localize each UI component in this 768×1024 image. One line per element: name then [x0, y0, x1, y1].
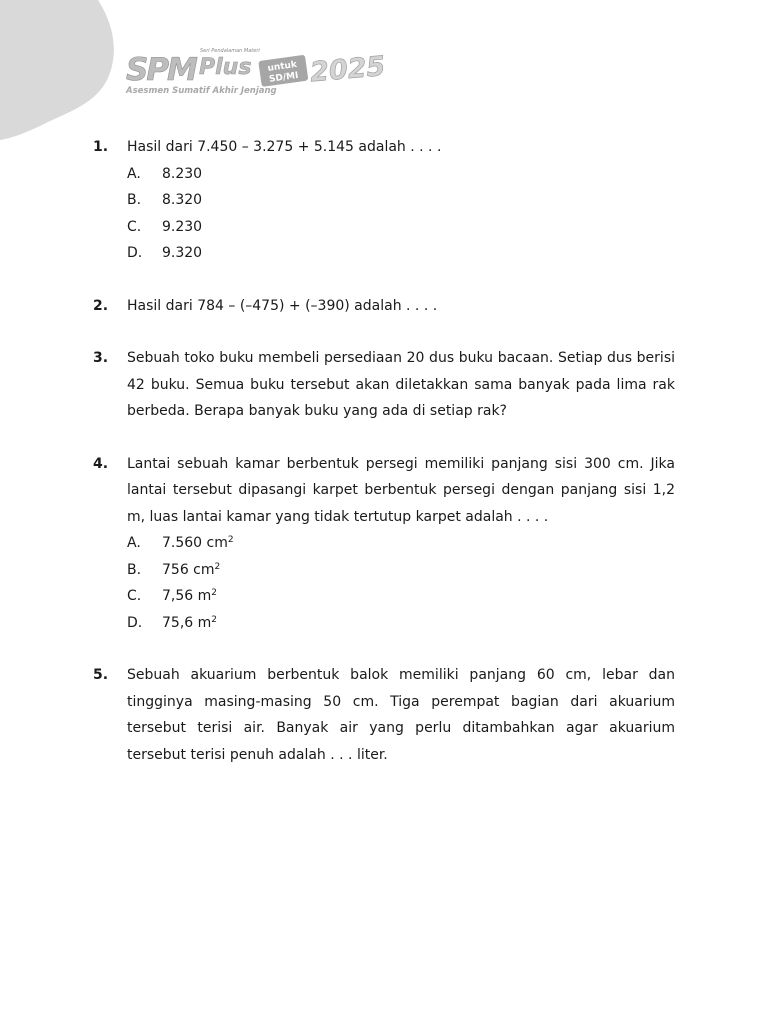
- option-d: [127, 610, 675, 637]
- question-2: [93, 293, 675, 320]
- logo-brand-text: SPM: [126, 52, 196, 88]
- question-list: [93, 134, 675, 794]
- option-text: [162, 530, 234, 557]
- option-letter: D.: [127, 614, 143, 631]
- option-letter: A.: [127, 165, 141, 182]
- logo-badge-line2: SD/MI: [268, 70, 300, 85]
- question-1: [93, 134, 675, 267]
- question-text: Sebuah akuarium berbentuk balok memiliki panjang 60 cm, lebar dan tingginya masing-masing 50 cm. Tiga perempat bagian dari akuarium tersebut terisi air. Banyak air yang perlu ditambahkan agar akuarium tersebut terisi penuh adalah . . . liter.: [127, 667, 675, 763]
- logo-plus-text: Plus: [199, 55, 252, 80]
- option-exponent: 2: [227, 535, 234, 545]
- corner-decoration: [0, 0, 120, 140]
- option-value: 7.560 cm: [162, 535, 228, 551]
- question-text: Lantai sebuah kamar berbentuk persegi memiliki panjang sisi 300 cm. Jika lantai tersebut dipasangi karpet berbentuk persegi dengan panjang sisi 1,2 m, luas lantai kamar yang tidak tertutup karpet adalah . . . .: [127, 455, 675, 525]
- option-letter: D.: [127, 245, 143, 261]
- option-text: 8.230: [162, 165, 203, 182]
- option-text: [162, 557, 220, 584]
- question-text: Sebuah toko buku membeli persediaan 20 dus buku bacaan. Setiap dus berisi 42 buku. Semua buku tersebut akan diletakkan sama banyak pada lima rak berbeda. Berapa banyak buku yang ada di setiap rak?: [127, 350, 675, 419]
- option-letter: A.: [127, 535, 141, 551]
- option-list: [127, 530, 675, 636]
- option-letter: B.: [127, 561, 142, 578]
- question-number: 3.: [93, 350, 109, 366]
- option-d: [127, 240, 675, 267]
- option-exponent: 2: [211, 588, 217, 598]
- option-value: 756 cm: [162, 561, 215, 578]
- question-number: 1.: [93, 139, 109, 155]
- question-4: [93, 451, 675, 637]
- option-text: 9.230: [162, 218, 203, 235]
- option-b: [127, 187, 675, 214]
- option-value: 75,6 m: [162, 614, 212, 631]
- option-exponent: 2: [214, 561, 221, 572]
- option-text: [162, 610, 217, 637]
- question-5: [93, 662, 675, 768]
- option-a: [127, 161, 675, 188]
- option-text: [162, 583, 217, 610]
- logo-year-text: 2025: [308, 50, 387, 89]
- option-c: [127, 214, 675, 241]
- option-exponent: 2: [211, 614, 217, 625]
- logo-badge-line1: untuk: [266, 59, 298, 74]
- option-list: [127, 161, 675, 267]
- option-b: [127, 557, 675, 584]
- option-text: 9.320: [162, 245, 203, 261]
- option-letter: C.: [127, 588, 142, 604]
- question-number: 5.: [93, 667, 109, 683]
- spm-plus-logo: [124, 40, 404, 98]
- option-letter: C.: [127, 218, 142, 235]
- question-number: 2.: [93, 297, 109, 314]
- question-3: [93, 345, 675, 425]
- question-text: Hasil dari 7.450 – 3.275 + 5.145 adalah . . . .: [127, 139, 442, 155]
- logo-series-text: Seri Pendalaman Materi: [200, 48, 260, 54]
- logo-badge: [258, 55, 308, 87]
- option-letter: B.: [127, 192, 142, 208]
- option-c: [127, 583, 675, 610]
- question-number: 4.: [93, 455, 109, 472]
- question-text: Hasil dari 784 – (–475) + (–390) adalah . . . .: [127, 297, 438, 314]
- option-value: 7,56 m: [162, 588, 212, 604]
- option-a: [127, 530, 675, 557]
- logo-subtitle-text: Asesmen Sumatif Akhir Jenjang: [126, 86, 277, 96]
- option-text: 8.320: [162, 192, 203, 208]
